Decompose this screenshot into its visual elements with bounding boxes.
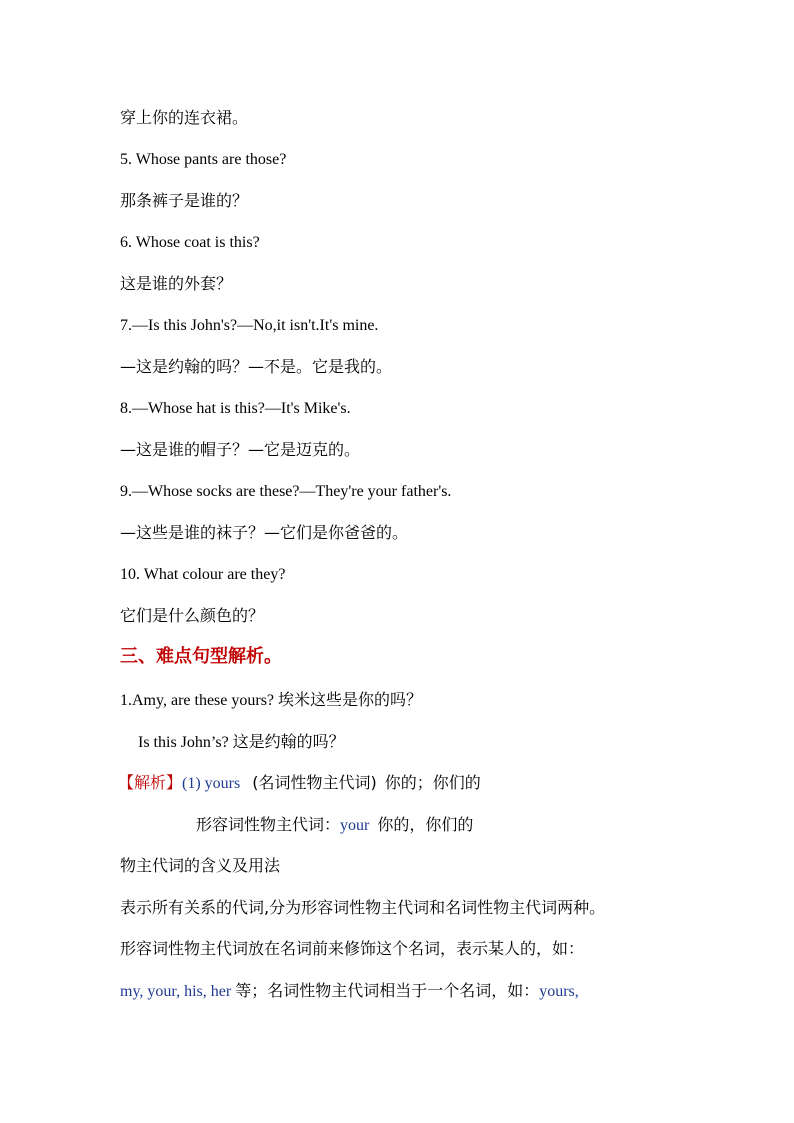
text-line: 10. What colour are they? <box>120 566 286 583</box>
pronoun-list: my, your, his, her <box>120 983 232 1000</box>
analysis-line <box>118 773 481 794</box>
example-cn: 这是约翰的吗？ <box>232 732 345 751</box>
text-line: —这是约翰的吗？—不是。它是我的。 <box>120 357 393 376</box>
text-line: 9.—Whose socks are these?—They're your father's. <box>120 483 452 500</box>
analysis-paren: (名词性物主代词) <box>252 773 377 792</box>
adj-label: 形容词性物主代词： <box>196 815 341 834</box>
example-sentence <box>120 690 422 711</box>
text-line: 穿上你的连衣裙。 <box>120 108 249 127</box>
paragraph: 物主代词的含义及用法 <box>120 856 281 875</box>
text-line: 这是谁的外套？ <box>120 274 233 293</box>
text-line: 8.—Whose hat is this?—It's Mike's. <box>120 400 351 417</box>
paragraph: 形容词性物主代词放在名词前来修饰这个名词，表示某人的，如： <box>120 939 585 958</box>
example-sentence <box>138 732 345 753</box>
text-line: 5. Whose pants are those? <box>120 151 287 168</box>
adj-word: your <box>340 817 370 834</box>
paragraph: 表示所有关系的代词,分为形容词性物主代词和名词性物主代词两种。 <box>120 898 606 917</box>
example-en: Is this John’s? <box>138 734 233 751</box>
text-line: 那条裤子是谁的？ <box>120 191 249 210</box>
text-line: 7.—Is this John's?—No,it isn't.It's mine. <box>120 317 379 334</box>
analysis-item: (1) yours <box>182 775 241 792</box>
example-en: 1.Amy, are these yours? <box>120 692 279 709</box>
example-cn: 埃米这些是你的吗？ <box>278 690 423 709</box>
adj-meaning: 你的，你们的 <box>377 815 474 834</box>
text-line: —这是谁的帽子？—它是迈克的。 <box>120 440 361 459</box>
analysis-tag: 【解析】 <box>118 773 183 792</box>
section-heading: 三、难点句型解析。 <box>120 646 282 667</box>
analysis-line <box>196 815 473 836</box>
text-line: —这些是谁的袜子？—它们是你爸爸的。 <box>120 523 409 542</box>
text-line: 6. Whose coat is this? <box>120 234 260 251</box>
pronoun-tail: yours, <box>539 983 579 1000</box>
text-line: 它们是什么颜色的？ <box>120 606 265 625</box>
analysis-meaning: 你的；你们的 <box>384 773 481 792</box>
paragraph <box>120 981 579 1002</box>
paragraph-text: 等；名词性物主代词相当于一个名词，如： <box>235 981 540 1000</box>
